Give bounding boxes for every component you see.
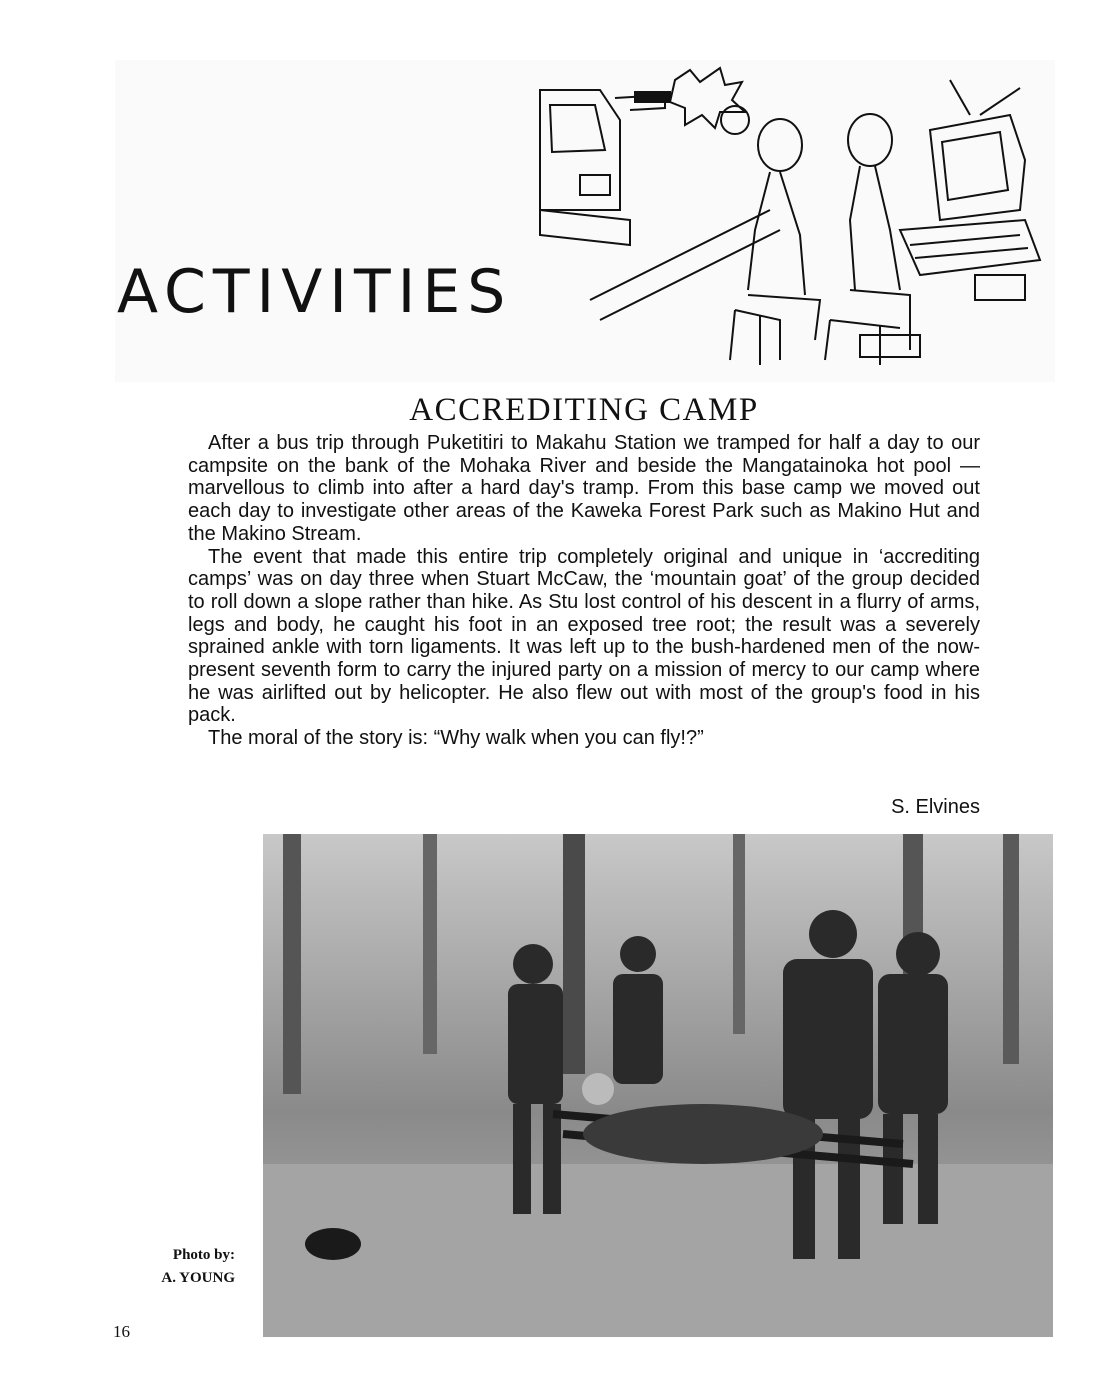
cartoon-illustration bbox=[480, 60, 1055, 382]
author-byline: S. Elvines bbox=[891, 796, 980, 818]
stretcher-photo bbox=[263, 834, 1053, 1337]
section-heading: ACTIVITIES bbox=[117, 257, 513, 327]
article-paragraph: After a bus trip through Puketitiri to Makahu Station we tramped for half a day to our campsite on the bank of the Mohaka River and beside the Mangatainoka hot pool — marvellous to climb into after a hard day's tramp. From this base camp we moved out each day to investigate other areas of the Kaweka Forest Park such as Makino Hut and the Makino Stream. bbox=[188, 432, 980, 545]
photo-credit-label: Photo by: bbox=[172, 1247, 235, 1263]
article-title: ACCREDITING CAMP bbox=[409, 392, 759, 428]
article-body bbox=[188, 432, 980, 750]
photo-illustration bbox=[263, 834, 1053, 1337]
article-paragraph: The moral of the story is: “Why walk when you can fly!?” bbox=[208, 727, 704, 750]
article-paragraph: The event that made this entire trip completely original and unique in ‘accrediting camps’ was on day three when Stuart McCaw, the ‘mountain goat’ of the group decided to roll down a slope rather than hike. As Stu lost control of his descent in a flurry of arms, legs and body, he caught his foot in an exposed tree root; the result was a severely sprained ankle with torn ligaments. It was left up to the bush-hardened men of the now-present seventh form to carry the injured party on a mission of mercy to our camp where he was airlifted out by helicopter. He also flew out with most of the group's food in his pack. bbox=[188, 545, 980, 727]
page-number: 16 bbox=[113, 1322, 130, 1341]
photo-credit-name: A. YOUNG bbox=[161, 1270, 235, 1286]
photo-credit bbox=[130, 1244, 235, 1290]
